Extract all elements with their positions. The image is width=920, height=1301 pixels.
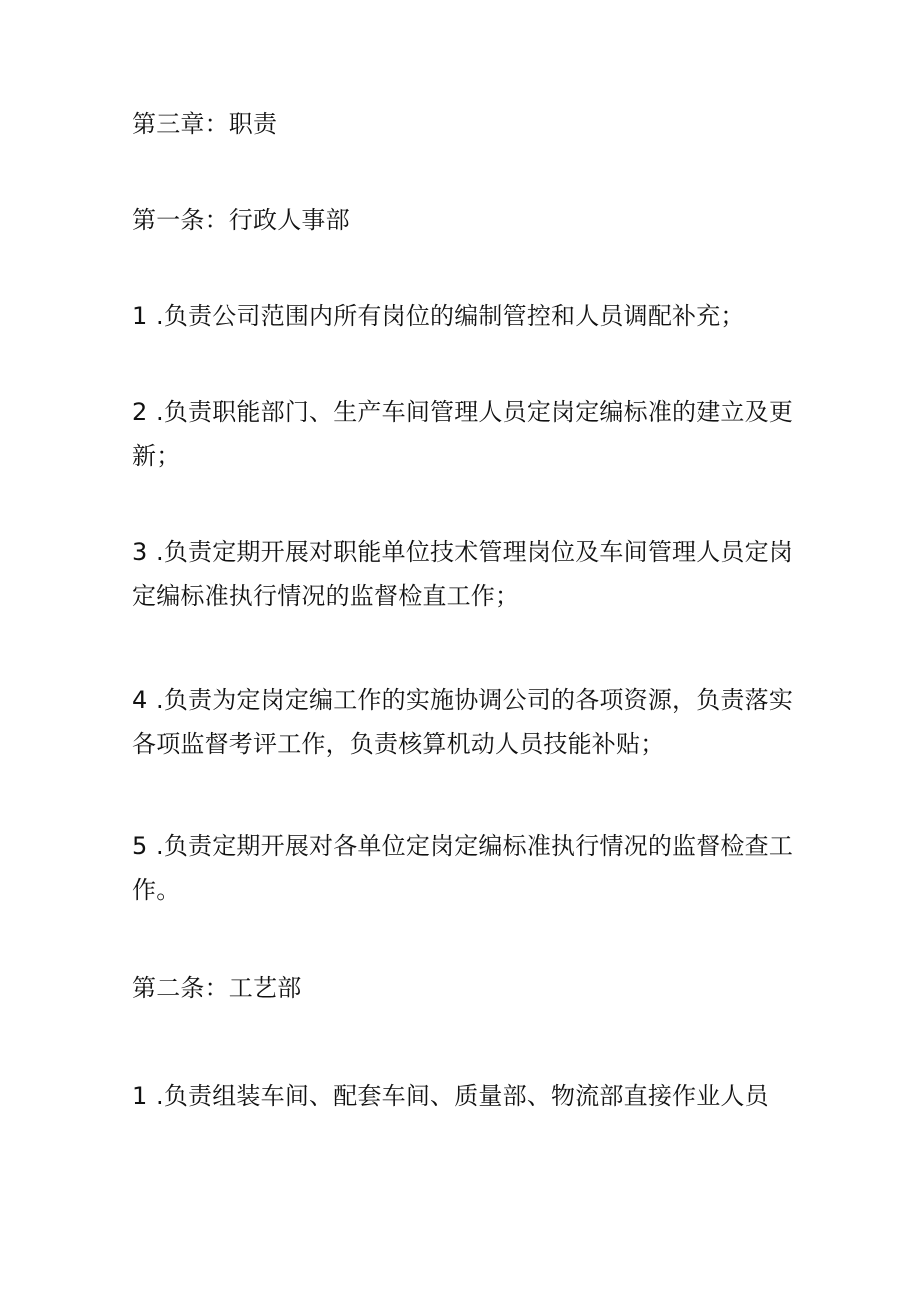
item-text: .负责职能部门、生产车间管理人员定岗定编标准的建立及更新；: [132, 398, 794, 470]
list-item: [132, 294, 797, 338]
item-number: 4: [132, 686, 148, 714]
item-number: 1: [132, 302, 148, 330]
list-item: [132, 390, 797, 478]
article-heading-hr: 第一条：行政人事部: [132, 206, 350, 234]
item-text: .负责定期开展对各单位定岗定编标准执行情况的监督检查工作。: [132, 832, 794, 904]
item-number: 3: [132, 538, 148, 566]
item-number: 5: [132, 832, 148, 860]
item-number: 2: [132, 398, 148, 426]
list-item: [132, 530, 797, 618]
item-number: 1: [132, 1082, 148, 1110]
list-item: [132, 824, 797, 912]
chapter-heading: 第三章：职责: [132, 110, 278, 138]
list-item: [132, 678, 797, 766]
item-text: .负责组装车间、配套车间、质量部、物流部直接作业人员: [156, 1082, 769, 1110]
item-text: .负责为定岗定编工作的实施协调公司的各项资源，负责落实各项监督考评工作，负责核算机动人员技能补贴；: [132, 686, 794, 758]
item-text: .负责定期开展对职能单位技术管理岗位及车间管理人员定岗定编标准执行情况的监督检直工作；: [132, 538, 794, 610]
article-heading-process: 第二条：工艺部: [132, 974, 302, 1002]
item-text: .负责公司范围内所有岗位的编制管控和人员调配补充；: [156, 302, 745, 330]
list-item: [132, 1074, 797, 1118]
